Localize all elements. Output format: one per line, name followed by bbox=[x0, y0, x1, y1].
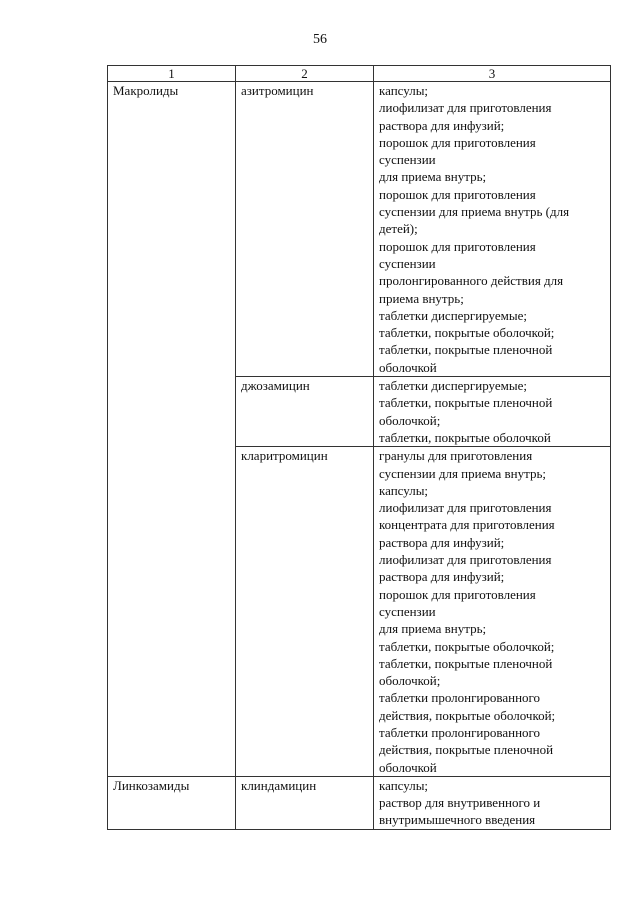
form-line: капсулы; bbox=[379, 777, 429, 793]
form-line: оболочкой bbox=[379, 759, 437, 775]
form-line: таблетки пролонгированного bbox=[379, 690, 541, 706]
form-line: капсулы; bbox=[379, 83, 429, 98]
form-line: порошок для приготовления bbox=[379, 134, 536, 150]
form-line: капсулы; bbox=[379, 482, 429, 498]
form-line: порошок для приготовления bbox=[379, 586, 536, 602]
forms-cell bbox=[374, 447, 611, 777]
form-line: таблетки, покрытые пленочной bbox=[379, 395, 553, 411]
form-line: суспензии bbox=[379, 152, 436, 168]
table-row-azithromycin bbox=[108, 82, 611, 377]
form-line: раствор для внутривенного и bbox=[379, 795, 541, 811]
forms-cell bbox=[374, 776, 611, 829]
forms-cell bbox=[374, 82, 611, 377]
form-line: лиофилизат для приготовления bbox=[379, 500, 552, 516]
table-row-clindamycin bbox=[108, 776, 611, 829]
form-line: действия, покрытые оболочкой; bbox=[379, 707, 556, 723]
page-number: 56 bbox=[313, 32, 327, 47]
form-line: внутримышечного введения bbox=[379, 812, 536, 828]
column-header-3: 3 bbox=[374, 66, 611, 82]
group-cell-lincosamides bbox=[108, 776, 236, 829]
drug-cell bbox=[236, 447, 374, 777]
forms-cell bbox=[374, 377, 611, 447]
form-line: таблетки диспергируемые; bbox=[379, 307, 527, 323]
form-line: порошок для приготовления bbox=[379, 186, 536, 202]
group-label: Линкозамиды bbox=[113, 777, 190, 793]
group-label: Макролиды bbox=[113, 83, 179, 98]
drug-name: клиндамицин bbox=[241, 777, 317, 793]
table-row-clarithromycin bbox=[108, 447, 611, 777]
drug-cell bbox=[236, 82, 374, 377]
form-line: пролонгированного действия для bbox=[379, 273, 564, 289]
form-line: приема внутрь; bbox=[379, 290, 464, 306]
form-line: оболочкой bbox=[379, 359, 437, 375]
form-line: таблетки, покрытые пленочной bbox=[379, 655, 553, 671]
form-line: таблетки диспергируемые; bbox=[379, 378, 527, 394]
form-line: раствора для инфузий; bbox=[379, 117, 505, 133]
form-line: суспензии для приема внутрь (для bbox=[379, 204, 570, 220]
form-line: порошок для приготовления bbox=[379, 238, 536, 254]
table-row-josamycin bbox=[108, 377, 611, 447]
group-cell-macrolides bbox=[108, 82, 236, 377]
form-line: гранулы для приготовления bbox=[379, 448, 533, 464]
drug-name: кларитромицин bbox=[241, 448, 328, 464]
form-line: раствора для инфузий; bbox=[379, 534, 505, 550]
table-header-row bbox=[108, 66, 611, 82]
form-line: лиофилизат для приготовления bbox=[379, 100, 552, 116]
form-line: для приема внутрь; bbox=[379, 169, 487, 185]
form-line: таблетки, покрытые оболочкой bbox=[379, 429, 551, 445]
column-header-2: 2 bbox=[236, 66, 374, 82]
form-line: для приема внутрь; bbox=[379, 621, 487, 637]
form-line: раствора для инфузий; bbox=[379, 569, 505, 585]
form-line: оболочкой; bbox=[379, 412, 441, 428]
form-line: концентрата для приготовления bbox=[379, 517, 555, 533]
drug-name: джозамицин bbox=[241, 378, 310, 394]
form-line: действия, покрытые пленочной bbox=[379, 742, 554, 758]
drug-cell bbox=[236, 776, 374, 829]
form-line: оболочкой; bbox=[379, 673, 441, 689]
group-cell-empty bbox=[108, 377, 236, 447]
form-line: таблетки, покрытые оболочкой; bbox=[379, 325, 555, 341]
drug-forms-table bbox=[107, 65, 611, 830]
drug-name: азитромицин bbox=[241, 83, 314, 98]
form-line: суспензии для приема внутрь; bbox=[379, 465, 547, 481]
form-line: таблетки, покрытые пленочной bbox=[379, 342, 553, 358]
column-header-1: 1 bbox=[108, 66, 236, 82]
form-line: суспензии bbox=[379, 255, 436, 271]
form-line: таблетки, покрытые оболочкой; bbox=[379, 638, 555, 654]
form-line: лиофилизат для приготовления bbox=[379, 552, 552, 568]
form-line: детей); bbox=[379, 221, 418, 237]
form-line: таблетки пролонгированного bbox=[379, 724, 541, 740]
group-cell-empty bbox=[108, 447, 236, 777]
form-line: суспензии bbox=[379, 603, 436, 619]
drug-cell bbox=[236, 377, 374, 447]
